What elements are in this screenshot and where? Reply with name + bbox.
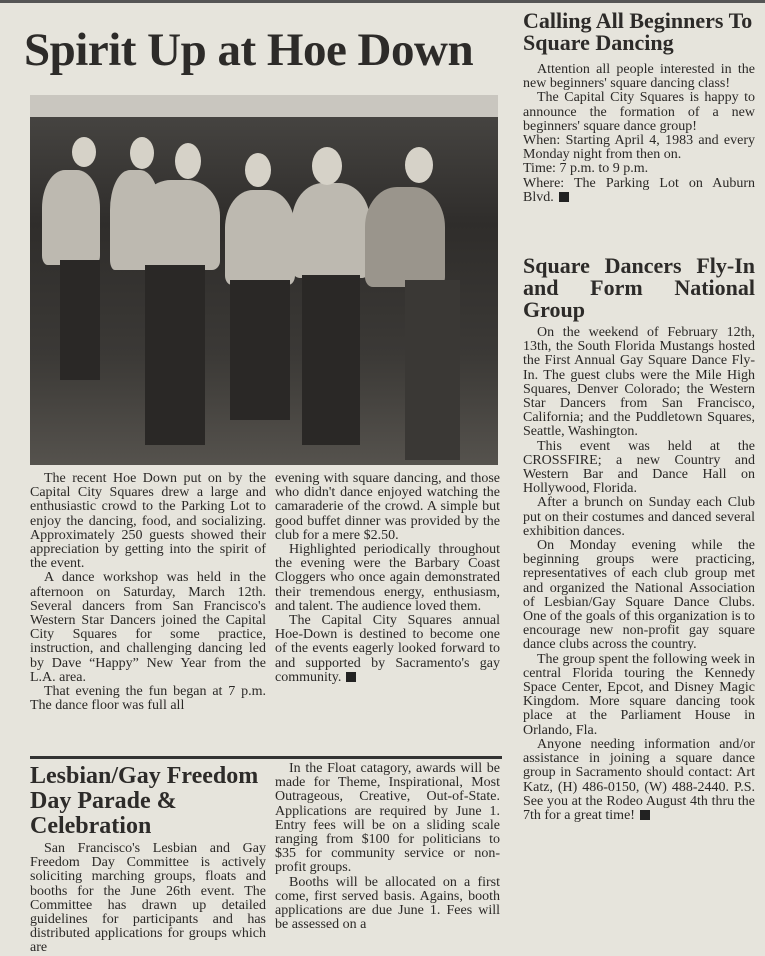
parade-column-2 bbox=[275, 762, 500, 932]
paragraph: San Francisco's Lesbian and Gay Freedom Day Committee is actively soliciting marching groups, floats and booths for the June 26th event. The Committee has drawn up detailed guidelines for participants and has distributed applications for groups which are bbox=[30, 841, 266, 956]
paragraph: In the Float catagory, awards will be made for Theme, Inspirational, Most Outrageous, Creative, Out-of-State. Applications are required by June 1. Entry fees will be on a sliding scale ranging from $100 for politicians to $35 for community service or non-profit groups. bbox=[275, 761, 500, 876]
paragraph: Highlighted periodically throughout the evening were the Barbary Coast Cloggers who once again demonstrated their tremendous energy, enthusiasm, and talent. The audience loved them. bbox=[275, 542, 500, 614]
paragraph: Booths will be allocated on a first come, first served basis. Agains, booth applications are due June 1. Fees will be assessed on a bbox=[275, 874, 500, 933]
top-border bbox=[0, 0, 765, 3]
paragraph: A dance workshop was held in the afternoon on Saturday, March 12th. Several dancers from San Francisco's Western Star Dancers joined the Capital City Squares for some practice, instruction, and challenging dancing led by Dave “Happy” New Year from the L.A. area. bbox=[30, 570, 266, 685]
time-line: Time: 7 p.m. to 9 p.m. bbox=[523, 161, 649, 177]
main-story-column-2 bbox=[275, 472, 500, 685]
paragraph: This event was held at the CROSSFIRE; a new Country and Western Bar and Dance Hall on Hollywood, Florida. bbox=[523, 438, 755, 497]
paragraph: The Capital City Squares is happy to announce the formation of a new beginners' square dance group! bbox=[523, 90, 755, 134]
hoe-down-photo bbox=[30, 95, 498, 465]
main-story-column-1 bbox=[30, 472, 266, 713]
end-mark-icon bbox=[640, 810, 650, 820]
paragraph: The group spent the following week in central Florida touring the Kennedy Space Center, Epcot, and Disney Magic Kingdom. More square dancing took place at the Parliament House in Orlando, Fla. bbox=[523, 651, 755, 738]
where-line: Where: The Parking Lot on Auburn Blvd. bbox=[523, 175, 755, 205]
paragraph: Attention all people interested in the new beginners' square dancing class! bbox=[523, 62, 755, 92]
paragraph: evening with square dancing, and those who didn't dance enjoyed watching the camaraderie of the crowd. A simple but good buffet dinner was provided by the club for a mere $2.50. bbox=[275, 471, 500, 543]
end-mark-icon bbox=[346, 672, 356, 682]
parade-column-1 bbox=[30, 842, 266, 956]
main-headline: Spirit Up at Hoe Down bbox=[24, 24, 474, 76]
paragraph: After a brunch on Sunday each Club put on their costumes and danced several exhibition dances. bbox=[523, 495, 755, 539]
section-divider bbox=[30, 756, 502, 759]
beginners-column bbox=[523, 63, 755, 205]
parade-headline: Lesbian/Gay Freedom Day Parade & Celebration bbox=[30, 763, 259, 839]
paragraph: The recent Hoe Down put on by the Capital City Squares drew a large and enthusiastic crowd to the Parking Lot to enjoy the dancing, food, and socializing. Approximately 250 guests showed their appreciation by getting into the spirit of the event. bbox=[30, 471, 266, 572]
paragraph: That evening the fun began at 7 p.m. The dance floor was full all bbox=[30, 684, 266, 714]
paragraph: On the weekend of February 12th, 13th, the South Florida Mustangs hosted the First Annual Gay Square Dance Fly-In. The guest clubs were the Mile High Squares, Denver Colorado; the Western Star Dancers from San Francisco, California; and the Puddletown Squares, Seattle, Washington. bbox=[523, 325, 755, 440]
paragraph: Anyone needing information and/or assistance in joining a square dance group in Sacramento should contact: Art Katz, (H) 486-0150, (W) 488-2440. P.S. See you at the Rodeo August 4th thru the 7th for a great time! bbox=[523, 736, 755, 823]
flyin-headline: Square Dancers Fly-In and Form National Group bbox=[523, 253, 755, 322]
when-line: When: Starting April 4, 1983 and every Monday night from then on. bbox=[523, 133, 755, 163]
paragraph: The Capital City Squares annual Hoe-Down is destined to become one of the events eagerly looked forward to and supported by Sacramento's gay community. bbox=[275, 613, 500, 685]
paragraph: On Monday evening while the beginning groups were practicing, representatives of each club group met and organized the National Association of Lesbian/Gay Square Dance Clubs. One of the goals of this organization is to encourage new non-profit gay square dance clubs across the country. bbox=[523, 538, 755, 653]
end-mark-icon bbox=[559, 192, 569, 202]
beginners-headline: Calling All Beginners To Square Dancing bbox=[523, 8, 753, 55]
flyin-column bbox=[523, 326, 755, 823]
